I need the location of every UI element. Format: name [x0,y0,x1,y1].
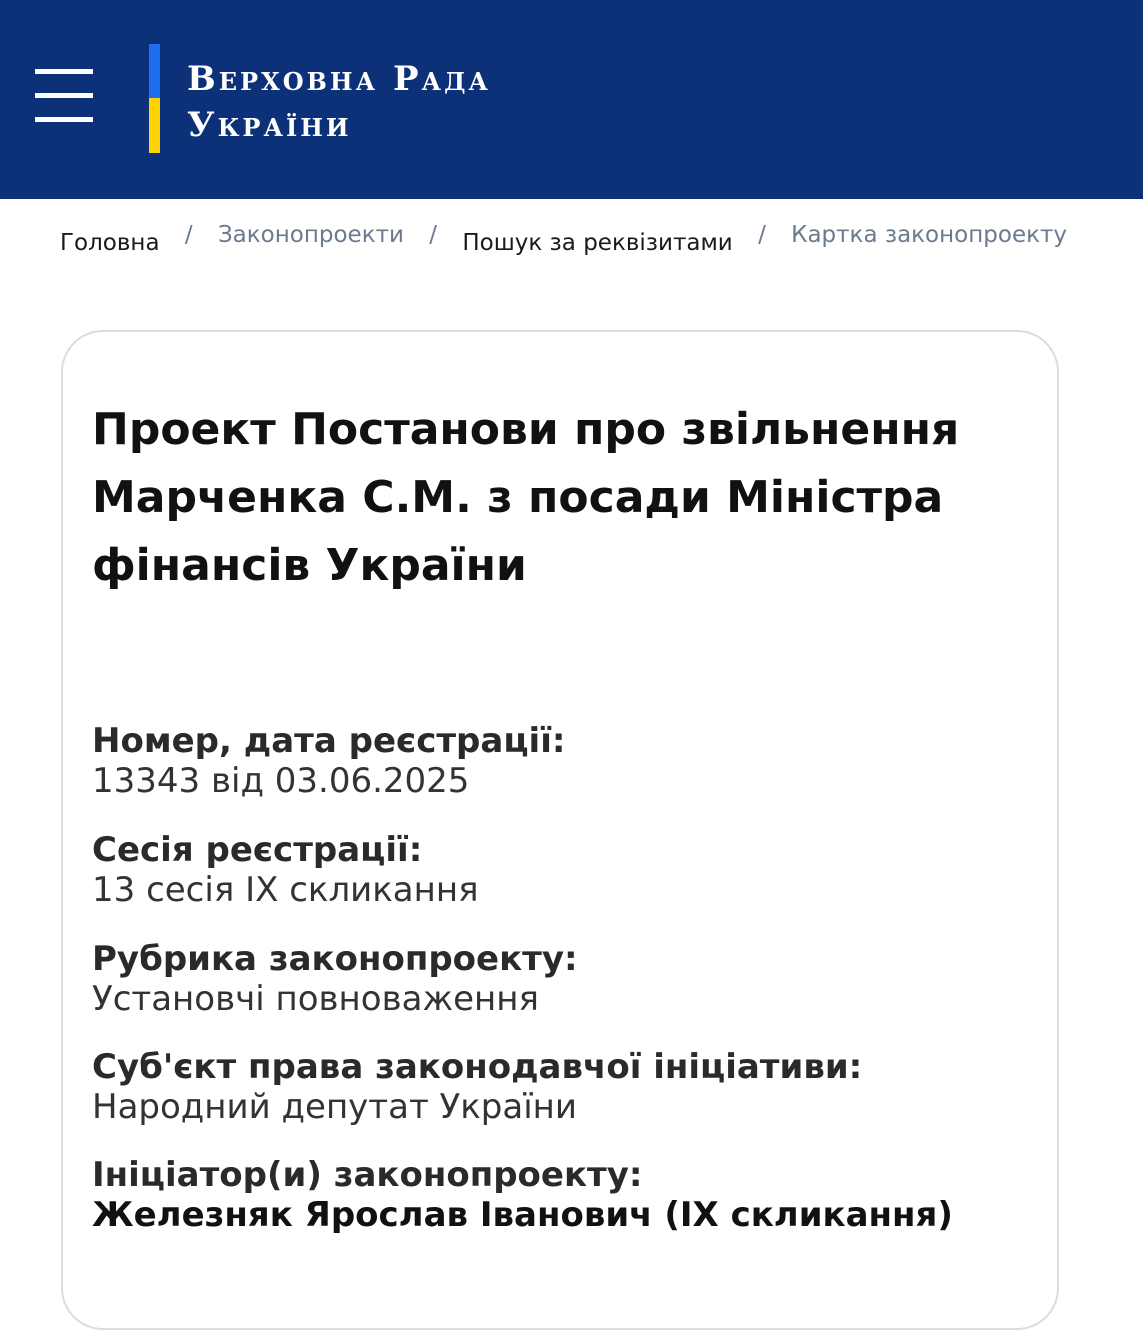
initiator-link[interactable]: Железняк Ярослав Іванович (IX скликання) [92,1195,953,1235]
breadcrumb-card: Картка законопроекту [791,222,1068,248]
field-label: Рубрика законопроекту: [92,939,578,979]
field-value: 13343 від 03.06.2025 [92,761,470,801]
menu-icon[interactable] [35,69,93,123]
field-label: Суб'єкт права законодавчої ініціативи: [92,1047,863,1087]
field-label: Сесія реєстрації: [92,830,423,870]
site-header [0,0,1143,199]
field-session [92,830,479,910]
breadcrumb-separator: / [184,222,193,248]
logo-line-2: України [187,105,352,145]
field-rubric [92,939,578,1019]
breadcrumb-separator: / [429,222,438,248]
bill-title: Проект Постанови про звільнення Марченка С.М. з посади Міністра фінансів України [92,404,960,591]
field-label: Ініціатор(и) законопроекту: [92,1155,643,1195]
site-logo[interactable] [187,56,491,148]
field-subject [92,1047,862,1127]
logo-line-1: Верховна Рада [187,59,491,99]
field-registration [92,721,565,801]
field-initiator [92,1155,953,1235]
field-value: 13 сесія IX скликання [92,870,479,910]
breadcrumb-search[interactable]: Пошук за реквізитами [462,230,733,256]
field-value: Народний депутат України [92,1087,577,1127]
field-value: Установчі повноваження [92,979,539,1019]
breadcrumb-home[interactable]: Головна [60,230,160,256]
breadcrumb-separator: / [758,222,766,248]
breadcrumb-bills[interactable]: Законопроекти [217,222,404,248]
breadcrumb [60,222,1067,256]
field-label: Номер, дата реєстрації: [92,721,566,761]
flag-logo-bar [149,44,160,153]
